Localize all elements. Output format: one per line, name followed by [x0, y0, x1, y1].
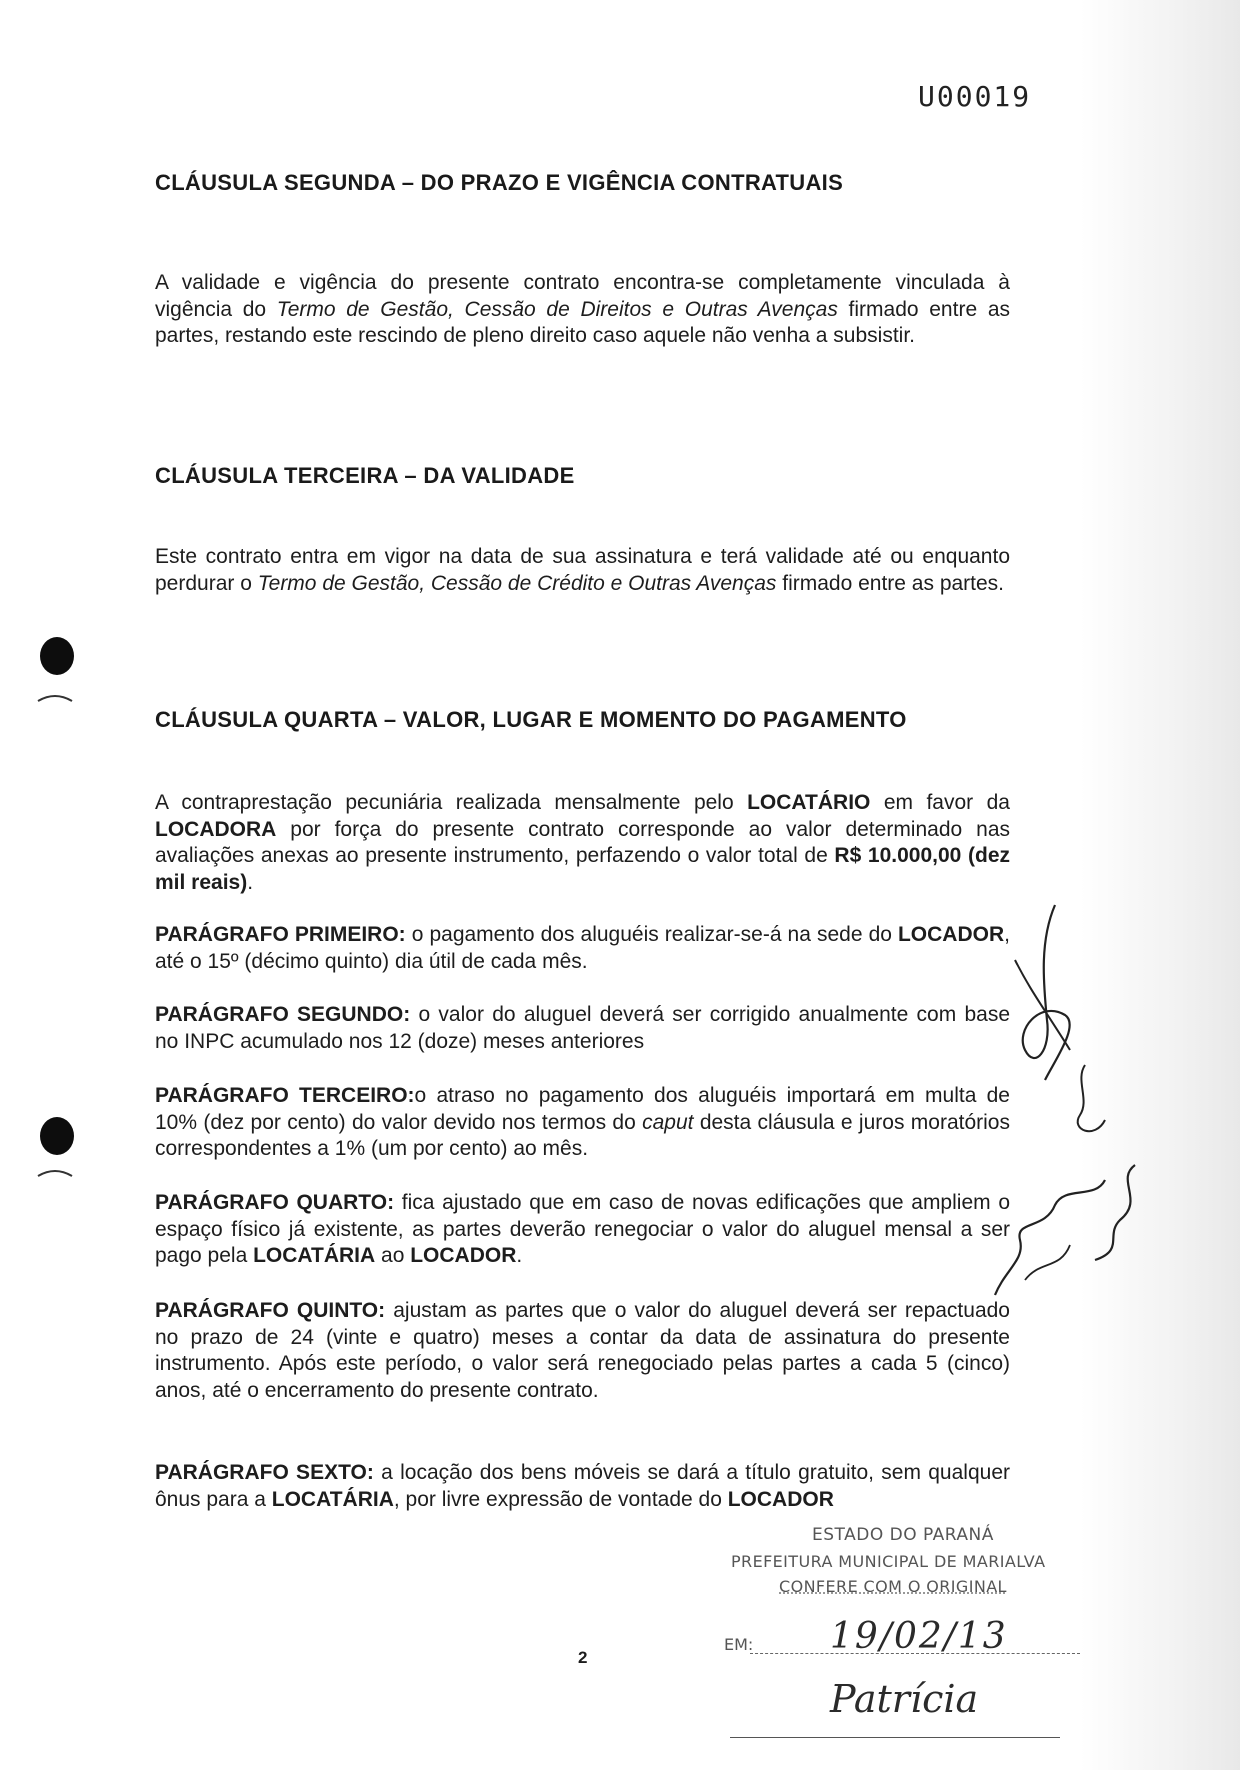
text-clausula-segunda: A validade e vigência do presente contrato encontra-se completamente vinculada à vigência do Termo de Gestão, Cessão de Direitos e Outras Avenças firmado entre as partes, restando este rescindo de pleno direito caso aquele não venha a subsistir. [155, 271, 1010, 347]
stamp-signature-line [730, 1737, 1060, 1738]
paragrafo-terceiro: PARÁGRAFO TERCEIRO:o atraso no pagamento dos aluguéis importará em multa de 10% (dez por cento) do valor devido nos termos do caput desta cláusula e juros moratórios correspondentes a 1% (um por cento) ao mês. [155, 1084, 1010, 1160]
paragrafo-segundo: PARÁGRAFO SEGUNDO: o valor do aluguel deverá ser corrigido anualmente com base no INPC acumulado nos 12 (doze) meses anteriores [155, 1003, 1010, 1053]
stamp-state: ESTADO DO PARANÁ [812, 1525, 994, 1545]
punch-hole-lower [40, 1117, 74, 1155]
stamp-confere: CONFERE COM O ORIGINAL [779, 1577, 1007, 1596]
heading-clausula-segunda: CLÁUSULA SEGUNDA – DO PRAZO E VIGÊNCIA CONTRATUAIS [155, 170, 844, 195]
text-clausula-quarta: A contraprestação pecuniária realizada mensalmente pelo LOCATÁRIO em favor da LOCADORA por força do presente contrato corresponde ao valor determinado nas avaliações anexas ao presente instrumento, perfazendo o valor total de R$ 10.000,00 (dez mil reais). [155, 791, 1010, 894]
text-clausula-terceira: Este contrato entra em vigor na data de sua assinatura e terá validade até ou enquanto perdurar o Termo de Gestão, Cessão de Crédito e Outras Avenças firmado entre as partes. [155, 545, 1010, 595]
punch-hole-lower-arc [36, 1168, 74, 1178]
stamp-date-line [750, 1653, 1080, 1654]
stamp-signature: Patrícia [830, 1677, 979, 1721]
paragrafo-primeiro: PARÁGRAFO PRIMEIRO: o pagamento dos aluguéis realizar-se-á na sede do LOCADOR, até o 15º (décimo quinto) dia útil de cada mês. [155, 923, 1010, 973]
paragrafo-quarto: PARÁGRAFO QUARTO: fica ajustado que em caso de novas edificações que ampliem o espaço físico já existente, as partes deverão renegociar o valor do aluguel mensal a ser pago pela LOCATÁRIA ao LOCADOR. [155, 1191, 1010, 1267]
page-id-number: U00019 [918, 80, 1032, 113]
stamp-municipality: PREFEITURA MUNICIPAL DE MARIALVA [731, 1552, 1046, 1571]
authentication-stamp [700, 1525, 1100, 1755]
punch-hole-upper-arc [36, 693, 74, 703]
scan-shadow-edge [1080, 0, 1240, 1770]
stamp-date: 19/02/13 [830, 1616, 1008, 1657]
handwritten-initials-signature [985, 900, 1155, 1300]
punch-hole-upper [40, 637, 74, 675]
heading-clausula-quarta: CLÁUSULA QUARTA – VALOR, LUGAR E MOMENTO DO PAGAMENTO [155, 707, 907, 732]
heading-clausula-terceira: CLÁUSULA TERCEIRA – DA VALIDADE [155, 463, 575, 488]
paragrafo-sexto: PARÁGRAFO SEXTO: a locação dos bens móveis se dará a título gratuito, sem qualquer ônus para a LOCATÁRIA, por livre expressão de vontade do LOCADOR [155, 1461, 1010, 1511]
stamp-em-label: EM: [724, 1635, 754, 1654]
page-number: 2 [578, 1648, 588, 1667]
paragrafo-quinto: PARÁGRAFO QUINTO: ajustam as partes que o valor do aluguel deverá ser repactuado no prazo de 24 (vinte e quatro) meses a contar da data de assinatura do presente instrumento. Após este período, o valor será renegociado pelas partes a cada 5 (cinco) anos, até o encerramento do presente contrato. [155, 1299, 1010, 1402]
